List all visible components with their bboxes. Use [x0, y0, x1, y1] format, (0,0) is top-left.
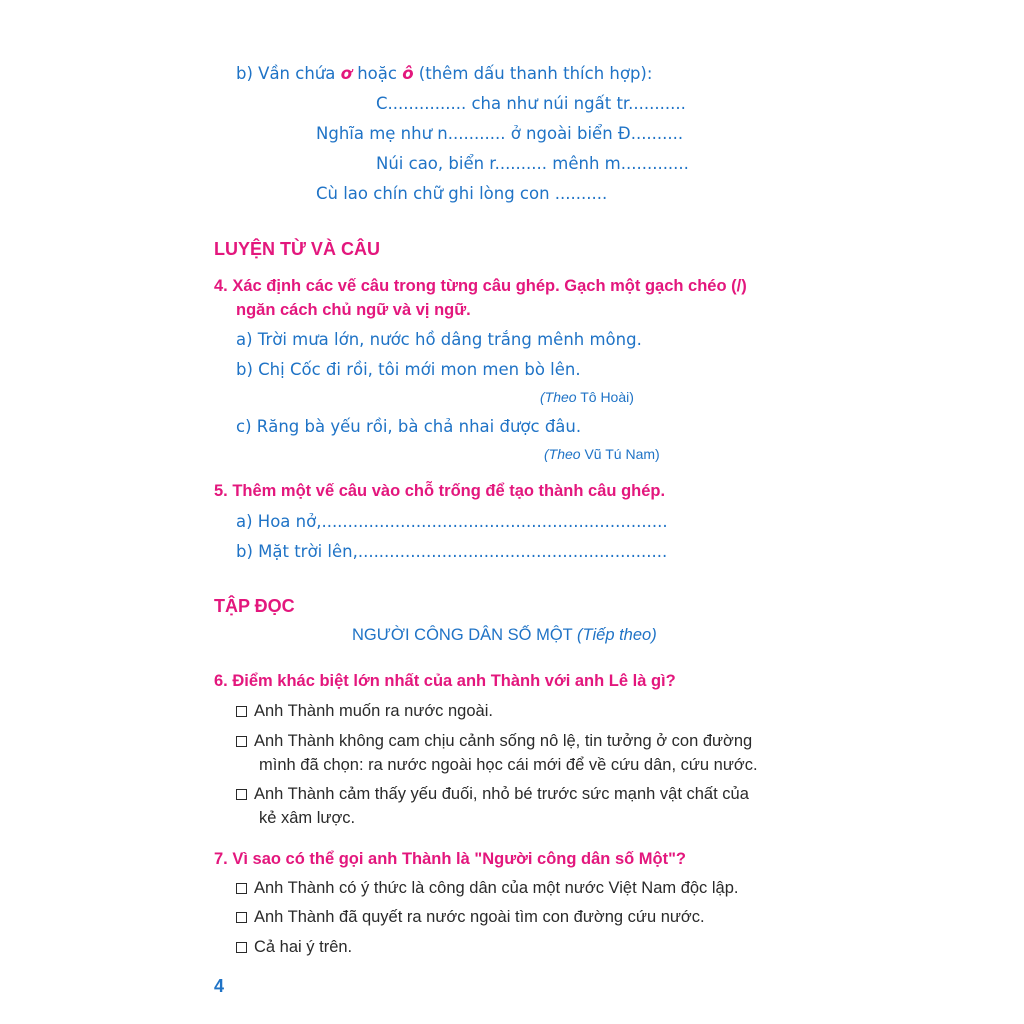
- question-6: 6. Điểm khác biệt lớn nhất của anh Thành với anh Lê là gì?: [214, 672, 676, 690]
- question-6-option-2: Anh Thành không cam chịu cảnh sống nô lệ, tin tưởng ở con đường: [236, 733, 752, 750]
- question-4-item-c: c) Răng bà yếu rồi, bà chả nhai được đâu.: [236, 417, 582, 436]
- page-number: 4: [214, 976, 225, 996]
- checkbox[interactable]: [236, 706, 247, 717]
- reading-title: NGƯỜI CÔNG DÂN SỐ MỘT (Tiếp theo): [352, 626, 657, 644]
- checkbox[interactable]: [236, 883, 247, 894]
- question-6-option-3-cont: kẻ xâm lược.: [259, 809, 356, 827]
- source-citation-vu-tu-nam: (Theo Vũ Tú Nam): [544, 446, 660, 462]
- question-7: 7. Vì sao có thể gọi anh Thành là "Người công dân số Một"?: [214, 850, 687, 868]
- vowel-marker-o-horn: ơ: [340, 64, 352, 83]
- question-4-item-a: a) Trời mưa lớn, nước hồ dâng trắng mênh mông.: [236, 330, 642, 349]
- question-5-item-b: b) Mặt trời lên,...........................................................: [236, 542, 668, 561]
- poem-line-2: Nghĩa mẹ như n........... ở ngoài biển Đ..........: [316, 124, 684, 143]
- poem-line-4: Cù lao chín chữ ghi lòng con ..........: [316, 184, 608, 203]
- section-b-intro: b) Vần chứa ơ hoặc ô (thêm dấu thanh thích hợp):: [236, 64, 653, 83]
- question-7-option-1: Anh Thành có ý thức là công dân của một nước Việt Nam độc lập.: [236, 880, 739, 897]
- question-4-line-2: ngăn cách chủ ngữ và vị ngữ.: [236, 301, 471, 319]
- section-heading-luyen-tu: LUYỆN TỪ VÀ CÂU: [214, 239, 380, 259]
- question-4-line-1: 4. Xác định các vế câu trong từng câu ghép. Gạch một gạch chéo (/): [214, 277, 747, 295]
- checkbox[interactable]: [236, 736, 247, 747]
- vowel-marker-o-circumflex: ô: [402, 64, 414, 83]
- question-6-option-3: Anh Thành cảm thấy yếu đuối, nhỏ bé trước sức mạnh vật chất của: [236, 786, 749, 803]
- checkbox[interactable]: [236, 789, 247, 800]
- question-5-item-a: a) Hoa nở,..................................................................: [236, 512, 668, 531]
- question-5: 5. Thêm một vế câu vào chỗ trống để tạo thành câu ghép.: [214, 482, 666, 500]
- section-heading-tap-doc: TẬP ĐỌC: [214, 596, 295, 616]
- question-6-option-2-cont: mình đã chọn: ra nước ngoài học cái mới để về cứu dân, cứu nước.: [259, 756, 758, 774]
- question-7-option-3: Cả hai ý trên.: [236, 939, 352, 956]
- poem-line-1: C............... cha như núi ngất tr...........: [376, 94, 686, 113]
- poem-line-3: Núi cao, biển r.......... mênh m.............: [376, 154, 689, 173]
- source-citation-to-hoai: (Theo Tô Hoài): [540, 389, 634, 405]
- question-4-item-b: b) Chị Cốc đi rồi, tôi mới mon men bò lên.: [236, 360, 581, 379]
- checkbox[interactable]: [236, 912, 247, 923]
- checkbox[interactable]: [236, 942, 247, 953]
- question-7-option-2: Anh Thành đã quyết ra nước ngoài tìm con đường cứu nước.: [236, 909, 705, 926]
- question-6-option-1: Anh Thành muốn ra nước ngoài.: [236, 703, 493, 720]
